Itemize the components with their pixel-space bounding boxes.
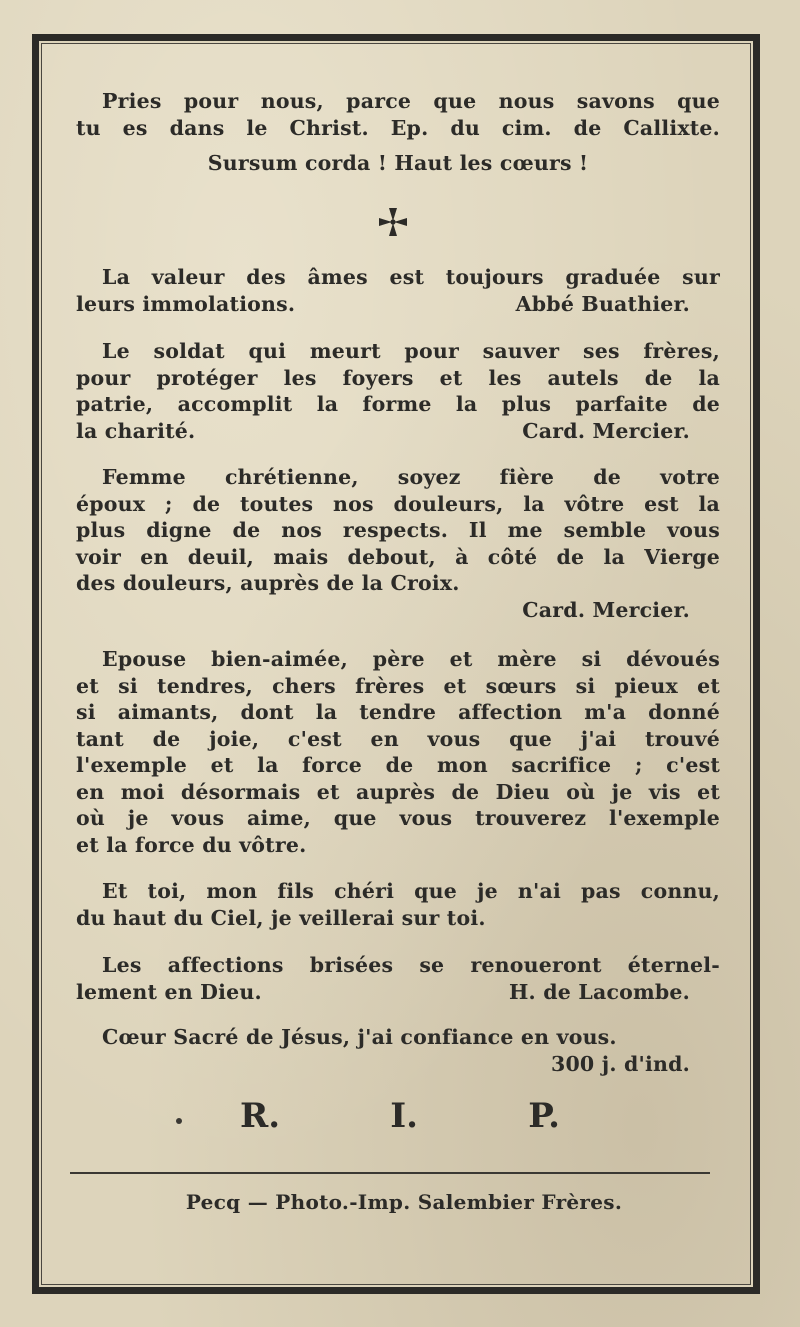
text-line: La valeur des âmes est toujours graduée sur bbox=[102, 265, 720, 289]
text-line: des douleurs, auprès de la Croix. bbox=[76, 571, 460, 595]
quote-fils bbox=[76, 878, 720, 931]
text-line: patrie, accomplit la forme la plus parfaite de bbox=[76, 392, 720, 416]
text-line: Et toi, mon fils chéri que je n'ai pas connu, bbox=[102, 879, 720, 903]
text-line: et si tendres, chers frères et sœurs si pieux et bbox=[76, 673, 720, 698]
quote-lacombe bbox=[76, 952, 720, 1005]
sursum-corda bbox=[76, 150, 720, 177]
quote-author: Card. Mercier. bbox=[522, 418, 690, 443]
text-line: Le soldat qui meurt pour sauver ses frères, bbox=[102, 339, 720, 363]
quote-author: Card. Mercier. bbox=[522, 597, 690, 622]
text-line: tu es dans le Christ. Ep. du cim. de Callixte. bbox=[76, 115, 720, 140]
text-line: où je vous aime, que vous trouverez l'exemple bbox=[76, 806, 720, 830]
text-line: en moi désormais et auprès de Dieu où je vis et bbox=[76, 779, 720, 804]
text-line: Les affections brisées se renoueront éternel- bbox=[102, 953, 720, 977]
text-line: Epouse bien-aimée, père et mère si dévoués bbox=[102, 647, 720, 671]
text-fragment: la charité. bbox=[76, 418, 196, 443]
quote-mercier-soldat bbox=[76, 338, 720, 444]
text-line: si aimants, dont la tendre affection m'a donné bbox=[76, 700, 720, 724]
quote-callixte bbox=[76, 88, 720, 141]
text-line: Pries pour nous, parce que nous savons que bbox=[102, 89, 720, 113]
rip-letter-r: R. bbox=[240, 1096, 281, 1136]
quote-author: Abbé Buathier. bbox=[515, 291, 690, 316]
rip-letter-p: P. bbox=[528, 1096, 560, 1136]
indulgence-note: 300 j. d'ind. bbox=[551, 1051, 690, 1076]
text-line: Femme chrétienne, soyez fière de votre bbox=[102, 465, 720, 489]
text-line bbox=[76, 418, 720, 445]
divider-rule bbox=[70, 1172, 710, 1174]
text-line: voir en deuil, mais debout, à côté de la Vierge bbox=[76, 544, 720, 569]
cross-pattee-icon bbox=[377, 206, 409, 238]
text-line: tant de joie, c'est en vous que j'ai trouvé bbox=[76, 726, 720, 751]
text-fragment: lement en Dieu. bbox=[76, 979, 262, 1004]
text-line: du haut du Ciel, je veillerai sur toi. bbox=[76, 905, 486, 930]
text-line: l'exemple et la force de mon sacrifice ; c'est bbox=[76, 753, 720, 777]
rip-letters bbox=[240, 1096, 560, 1136]
text-line: plus digne de nos respects. Il me semble vous bbox=[76, 518, 720, 542]
quote-buathier bbox=[76, 264, 720, 317]
quote-epouse bbox=[76, 646, 720, 858]
text-line: Sursum corda ! Haut les cœurs ! bbox=[207, 151, 589, 175]
text-line: époux ; de toutes nos douleurs, la vôtre est la bbox=[76, 491, 720, 516]
printer-credit: Pecq — Photo.-Imp. Salembier Frères. bbox=[185, 1190, 623, 1214]
text-line: Cœur Sacré de Jésus, j'ai confiance en vous. bbox=[102, 1025, 617, 1049]
quote-mercier-femme bbox=[76, 464, 720, 623]
text-line bbox=[76, 291, 720, 318]
quote-author: H. de Lacombe. bbox=[508, 979, 690, 1004]
text-line: pour protéger les foyers et les autels de la bbox=[76, 365, 720, 390]
text-line: et la force du vôtre. bbox=[76, 832, 307, 857]
prayer-sacred-heart bbox=[76, 1024, 720, 1077]
text-line bbox=[76, 979, 720, 1006]
text-fragment: leurs immolations. bbox=[76, 291, 296, 316]
rip-letter-i: I. bbox=[390, 1096, 419, 1136]
ornament-dot bbox=[176, 1118, 182, 1124]
